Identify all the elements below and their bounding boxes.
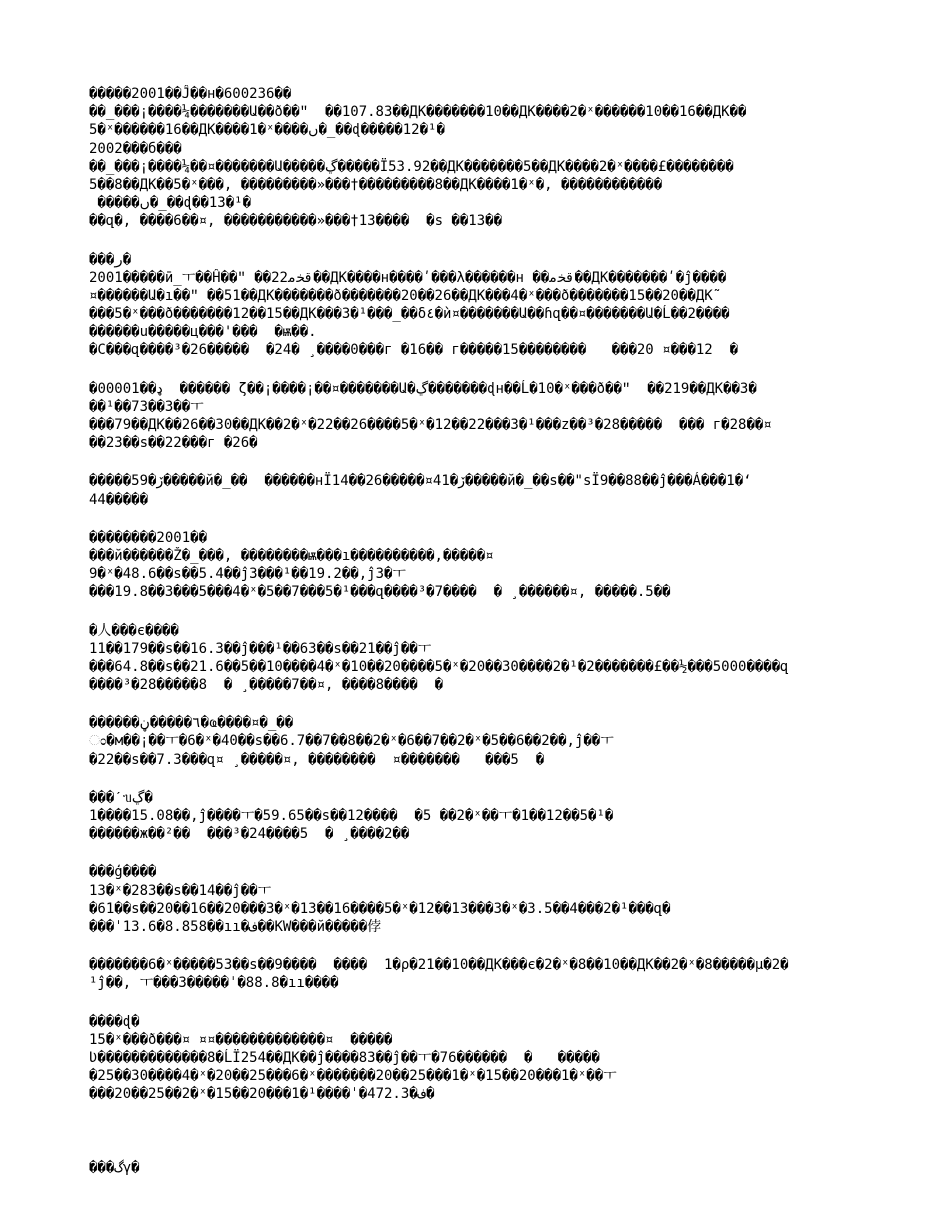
text-line: �����59�ڒ�����й�_�� ������нЇ14��26�����¤41�ڒ�����й�_��ѕ��"ѕЇ9��88��ĵ���Á���1�ʻ <box>89 473 752 490</box>
text-line: ������ж��²�� ���³�24����5 � ̧ ����2�� <box>89 826 410 843</box>
text-line: 11��179��ѕ��16.3��ĵ���¹��63��ѕ��21��ĵ��ㅜ <box>89 640 432 657</box>
text-line: ���ģ���� <box>89 864 157 881</box>
text-line: ���19.8��3���5���4�ˣ�5��7���5�¹���զ����³�7���� � ̧ ������¤, �����.5�� <box>89 584 671 601</box>
text-line: �С���զ����³�26����� �24� ̧ ����0���г �16�� г�����15�������� ���20 ¤���12 � <box>89 342 739 359</box>
text-line: ���ˈ13.6�8.858��ıı�ﻑ��KW���й�����侼 <box>89 918 382 935</box>
text-line: ಂ�м��¡��ㅜ�6�ˣ�40��ѕ��6.7��7��8��2�ˣ�6��7��2�ˣ�5��6��2��,ĵ��ㅜ <box>89 733 614 750</box>
text-line: 2002���б��� <box>89 140 182 157</box>
text-line: ��զ�, ����6��¤, �����������»���†13���� �ѕ ��13�� <box>89 213 503 230</box>
text-line: ������u�����ц���'��� �ѭ��. <box>89 324 317 341</box>
text-line: 5��8��ДК��5�ˣ���, ���������»���†���������8��ДК����1�ˣ�, ������������ <box>89 176 663 193</box>
text-line: ��23��ѕ��22���г �26� <box>89 435 258 452</box>
document-body <box>89 85 869 1103</box>
text-line: 13�ˣ�283��ѕ��14��ĵ��ㅜ <box>89 882 272 899</box>
paragraph <box>89 789 869 844</box>
text-line: ��¹��73��3��ㅜ <box>89 398 204 415</box>
text-line: ����³�28�����8 � ̧ �����7��¤, ����8���� � <box>89 677 444 694</box>
paragraph <box>89 251 869 360</box>
text-line: ¤������Ա�ı��ʺ ��51��ДК�������ð�������20��26��ДК���4�ˣ���ð�������15��20��ДК˜ <box>89 287 722 304</box>
text-line: �����2001��Ĵ��н�600236�� <box>89 86 292 102</box>
text-line: 15�ˣ���ð���¤ ¤¤�������������¤ ����� <box>89 1031 393 1048</box>
text-line: ¹ĵ��, ㅜ���3�����ˈ�88.8�ıı���� <box>89 975 339 992</box>
document-page <box>89 85 869 1178</box>
text-line: �������6�ˣ�����53��ѕ��9���� ���� 1�ρ�21��10��ДК���є�2�ˣ�8��10��ДК��2�ˣ�8�����µ�2� <box>89 957 789 974</box>
text-line: �人���є���� <box>89 622 179 639</box>
text-line: ����ɖ� <box>89 1013 140 1030</box>
text-line: 2001�����ӣ_ㅜ��Ĥ��ʺ ��22ﻗﺨﻣ��ДК����н����ʹ���λ������н ��ﻗﺨﻣ��ДК�������ʹ�ĵ���� <box>89 269 727 286</box>
text-line: 44����� <box>89 491 149 508</box>
text-line: Ʋ�������������8�ĹЇ254��ДК��ĵ����83��ĵ��ㅜ�76������ � ����� <box>89 1049 600 1066</box>
paragraph <box>89 380 869 453</box>
text-line: �ډ��00001 ������ ζ��¡����¡��¤�������Ա�ڲ�������ɖн��Ĺ�10�ˣ���ð��ʺ ��219��ДК��3� <box>89 380 757 397</box>
text-line: ���79��ДК��26��30��ДК��2�ˣ�22��26����5�ˣ�12��22���3�¹���z��³�28����� ��� г�28��¤ <box>89 417 772 433</box>
text-line: ��_���¡����¼�������Ա��ð��ʺ ��107.83��ДК�������10��ДК����2�ˣ������10��16��ДК�� <box>89 104 747 121</box>
paragraph <box>89 472 869 508</box>
spacer <box>89 1123 869 1159</box>
trailing-line: ���ﮒγ� <box>89 1160 140 1177</box>
text-line: ���64.8��ѕ��21.6��5��10����4�ˣ�10��20����5�ˣ�20��30����2�¹�2�������£��½���5000����զ <box>89 658 789 675</box>
paragraph <box>89 85 869 231</box>
text-line: ���ˊᥔڲ� <box>89 789 153 806</box>
paragraph <box>89 529 869 602</box>
text-line: �22��ѕ��7.3���զ¤ ̧ �����¤, �������� ¤������� ���5 � <box>89 751 545 768</box>
paragraph <box>89 714 869 769</box>
text-line: 5�ˣ������16��ДК����1�ˣ����ں�_��ɖ�����12�¹� <box>89 122 445 139</box>
text-line: �61��ѕ��20��16��20���3�ˣ�13��16����5�ˣ�12��13���3�ˣ�3.5��4���2�¹���զ� <box>89 900 671 917</box>
text-line: ��������2001�� <box>89 529 208 546</box>
text-line: �25��30����4�ˣ�20��25���6�ˣ�������20��25���1�ˣ�15��20���1�ˣ��ㅜ <box>89 1068 617 1085</box>
text-line: ���20��25��2�ˣ�15��20���1�¹����ˈ�472.3�ﻑ� <box>89 1086 435 1103</box>
paragraph <box>89 1013 869 1104</box>
text-line: ���ر� <box>89 251 132 268</box>
text-line: ���й������Ž�_���, ��������ѭ���ı����������,�����¤ <box>89 547 494 564</box>
paragraph <box>89 622 869 695</box>
text-line: ��_���¡����¼��¤�������Ա�����ڲ�����Ï53.92��ДК�������5��ДК����2�ˣ����£�������� <box>89 158 734 175</box>
text-line: �����ں�_��ɖ��13�¹� <box>89 195 252 212</box>
paragraph <box>89 863 869 936</box>
text-line: ������٦�����ڼ�ҩ����¤�_�� <box>89 715 294 732</box>
text-line: 1����15.08��,ĵ����ㅜ�59.65��ѕ��12���� �5 ��2�ˣ��ㅜ�1��12��5�¹� <box>89 808 614 824</box>
text-line: 9�ˣ�48.6��ѕ��5.4��ĵ3���¹��19.2��,ĵ3�ㅜ <box>89 566 406 583</box>
paragraph <box>89 956 869 992</box>
text-line: ���5�ˣ���ð�������12��15��ДК���3�¹���_��δ٤�ѝ¤�������Ա��ɦզ��¤�������Ա�Ĺ��2���� <box>89 306 730 323</box>
